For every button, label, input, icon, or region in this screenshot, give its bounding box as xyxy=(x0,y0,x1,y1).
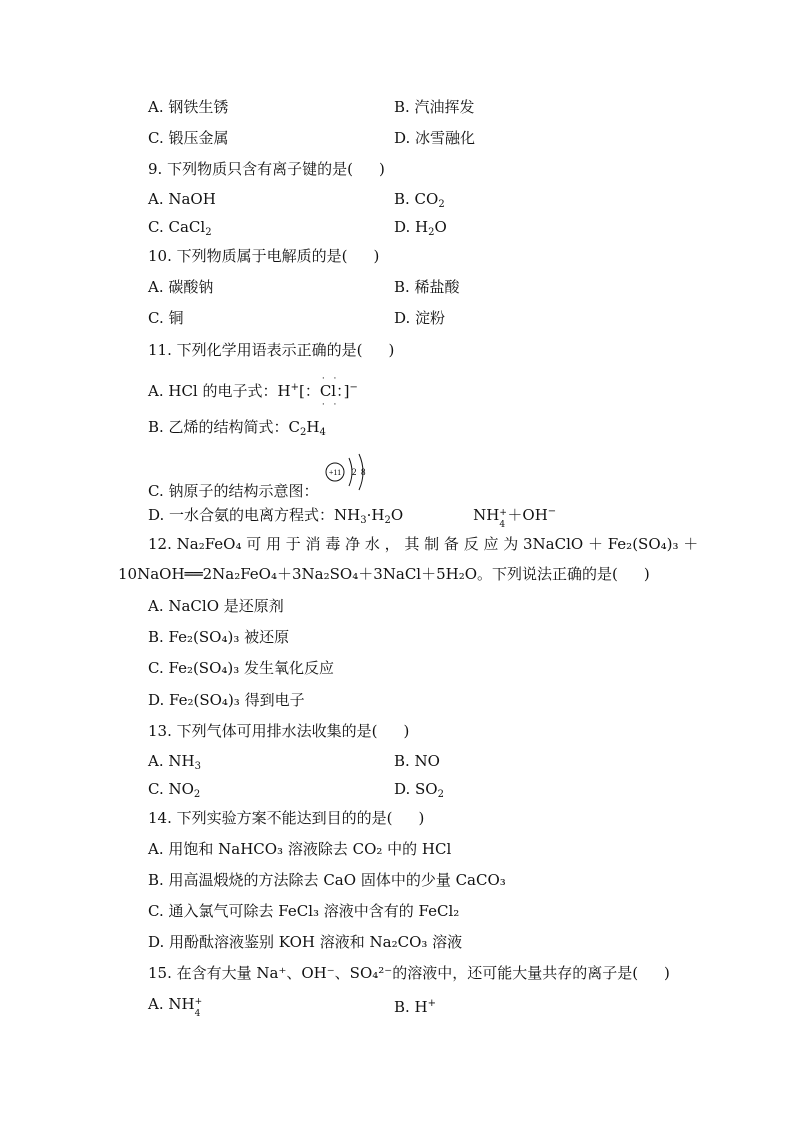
q15-option-a-sup: + xyxy=(194,997,203,1007)
q11-option-a-text: A. HCl 的电子式：H xyxy=(148,382,291,400)
q15-stem-text: 15. 在含有大量 Na⁺、OH⁻、SO₄²⁻的溶液中，还可能大量共存的离子是( xyxy=(148,964,639,982)
q11-option-d-nh-sub: 4 xyxy=(499,520,506,530)
q9-option-d xyxy=(394,216,447,244)
q8-option-a: A. 钢铁生锈 xyxy=(148,98,229,116)
q11-stem-text: 11. 下列化学用语表示正确的是( xyxy=(148,341,363,359)
electron-dots-cl xyxy=(319,374,340,410)
q9-option-c-text: C. CaCl xyxy=(148,218,206,236)
q12-option-c: C. Fe₂(SO₄)₃ 发生氧化反应 xyxy=(148,659,335,677)
q11-option-d-mid: ·H xyxy=(366,506,385,524)
q9-option-d-sub: 2 xyxy=(428,227,435,238)
q13-option-c-text: C. NO xyxy=(148,780,194,798)
dots-top: · · xyxy=(321,374,340,384)
q12-option-d: D. Fe₂(SO₄)₃ 得到电子 xyxy=(148,691,305,709)
q15-option-a-supsub xyxy=(194,997,203,1019)
q13-stem-close: ) xyxy=(403,722,410,740)
q14-stem xyxy=(148,807,424,829)
q10-option-b: B. 稀盐酸 xyxy=(394,278,460,296)
q11-option-d-supsub xyxy=(499,508,507,530)
q9-stem xyxy=(148,158,385,180)
q11-option-a-plus: + xyxy=(290,382,299,393)
q9-option-d-text: D. H xyxy=(394,218,429,236)
q11-option-a-cl: Cl xyxy=(319,382,337,400)
q11-option-d-sub2: 2 xyxy=(384,515,391,526)
q9-option-c-sub: 2 xyxy=(205,227,212,238)
q10-stem xyxy=(148,245,379,267)
q11-option-b-sub1: 2 xyxy=(300,427,307,438)
q14-stem-close: ) xyxy=(418,809,425,827)
q12-stem-close: ) xyxy=(643,565,650,583)
q10-option-d: D. 淀粉 xyxy=(394,309,446,327)
q10-option-a: A. 碳酸钠 xyxy=(148,278,214,296)
q12-stem-line2 xyxy=(118,563,650,585)
q13-option-d-sub: 2 xyxy=(437,789,444,800)
q11-stem-close: ) xyxy=(388,341,395,359)
q15-option-a xyxy=(148,993,203,1019)
q10-stem-close: ) xyxy=(373,247,380,265)
q11-option-d-post-sup: − xyxy=(547,506,557,517)
q11-option-a-bracket-open: [： xyxy=(298,382,320,400)
q11-option-d-o: O xyxy=(390,506,404,524)
q15-stem-close: ) xyxy=(664,964,670,982)
q11-option-a xyxy=(148,374,358,410)
q13-option-a-text: A. NH xyxy=(148,752,195,770)
q11-option-d-nh-sup: + xyxy=(499,508,507,518)
q11-option-b-h: H xyxy=(306,418,320,436)
q11-option-d xyxy=(148,501,556,532)
q9-option-a: A. NaOH xyxy=(148,190,216,208)
q13-option-c-sub: 2 xyxy=(193,789,201,800)
q9-stem-close: ) xyxy=(378,160,385,178)
q15-option-b-sup: + xyxy=(427,998,437,1009)
q9-stem-text: 9. 下列物质只含有离子键的是( xyxy=(148,160,353,178)
q14-option-d: D. 用酚酞溶液鉴别 KOH 溶液和 Na₂CO₃ 溶液 xyxy=(148,933,463,951)
q9-option-c xyxy=(148,216,212,244)
q12-stem-line1: 12. Na₂FeO₄ 可 用 于 消 毒 净 水 ， 其 制 备 反 应 为 3NaClO ＋ Fe₂(SO₄)₃ ＋ xyxy=(148,535,699,553)
nucleus-charge: +11 xyxy=(329,468,342,477)
q9-option-b xyxy=(394,188,445,216)
q8-option-b: B. 汽油挥发 xyxy=(394,98,475,116)
q11-option-b xyxy=(148,416,326,444)
dots-bottom: · · xyxy=(321,400,340,410)
q13-stem-text: 13. 下列气体可用排水法收集的是( xyxy=(148,722,378,740)
q13-option-d-text: D. SO xyxy=(394,780,438,798)
q12-option-a: A. NaClO 是还原剂 xyxy=(148,597,284,615)
q9-option-d-post: O xyxy=(434,218,447,236)
q13-stem xyxy=(148,720,409,742)
q13-option-a xyxy=(148,750,201,778)
q15-stem xyxy=(148,962,670,984)
q15-option-b-text: B. H xyxy=(394,998,428,1016)
shell-2-electrons: 8 xyxy=(361,467,366,477)
shell-1-electrons: 2 xyxy=(352,467,357,477)
q13-option-a-sub: 3 xyxy=(194,761,201,772)
q11-stem xyxy=(148,339,394,361)
q10-option-c: C. 铜 xyxy=(148,309,184,327)
q15-option-a-text: A. NH xyxy=(148,995,195,1013)
q12-stem-line2-text: 10NaOH══2Na₂FeO₄＋3Na₂SO₄＋3NaCl＋5H₂O。下列说法正确的是( xyxy=(118,565,618,583)
q9-option-b-sub: 2 xyxy=(438,199,445,210)
q14-option-a: A. 用饱和 NaHCO₃ 溶液除去 CO₂ 中的 HCl xyxy=(148,840,452,858)
sodium-atom-structure-diagram xyxy=(323,452,401,492)
q11-option-d-nh: NH xyxy=(473,506,500,524)
q13-option-c xyxy=(148,778,200,806)
q11-option-b-text: B. 乙烯的结构简式：C xyxy=(148,418,301,436)
q14-option-b: B. 用高温煅烧的方法除去 CaO 固体中的少量 CaCO₃ xyxy=(148,871,506,889)
q13-option-b: B. NO xyxy=(394,752,440,770)
q12-option-b: B. Fe₂(SO₄)₃ 被还原 xyxy=(148,628,290,646)
q15-option-a-sub: 4 xyxy=(194,1009,201,1019)
q11-option-a-minus: − xyxy=(349,382,358,393)
q11-option-b-sub2: 4 xyxy=(319,427,326,438)
q10-stem-text: 10. 下列物质属于电解质的是( xyxy=(148,247,348,265)
q15-option-b xyxy=(394,993,436,1018)
q13-option-d xyxy=(394,778,444,806)
q11-option-d-sub1: 3 xyxy=(360,515,367,526)
q8-option-c: C. 锻压金属 xyxy=(148,129,229,147)
q11-option-c-text: C. 钠原子的结构示意图： xyxy=(148,482,319,500)
q8-option-d: D. 冰雪融化 xyxy=(394,129,476,147)
q14-stem-text: 14. 下列实验方案不能达到目的的是( xyxy=(148,809,393,827)
q14-option-c: C. 通入氯气可除去 FeCl₃ 溶液中含有的 FeCl₂ xyxy=(148,902,460,920)
q11-option-d-post: ＋OH xyxy=(507,506,548,524)
q11-option-d-text: D. 一水合氨的电离方程式：NH xyxy=(148,506,361,524)
q9-option-b-text: B. CO xyxy=(394,190,439,208)
q11-option-a-bracket-close: ：] xyxy=(336,382,350,400)
